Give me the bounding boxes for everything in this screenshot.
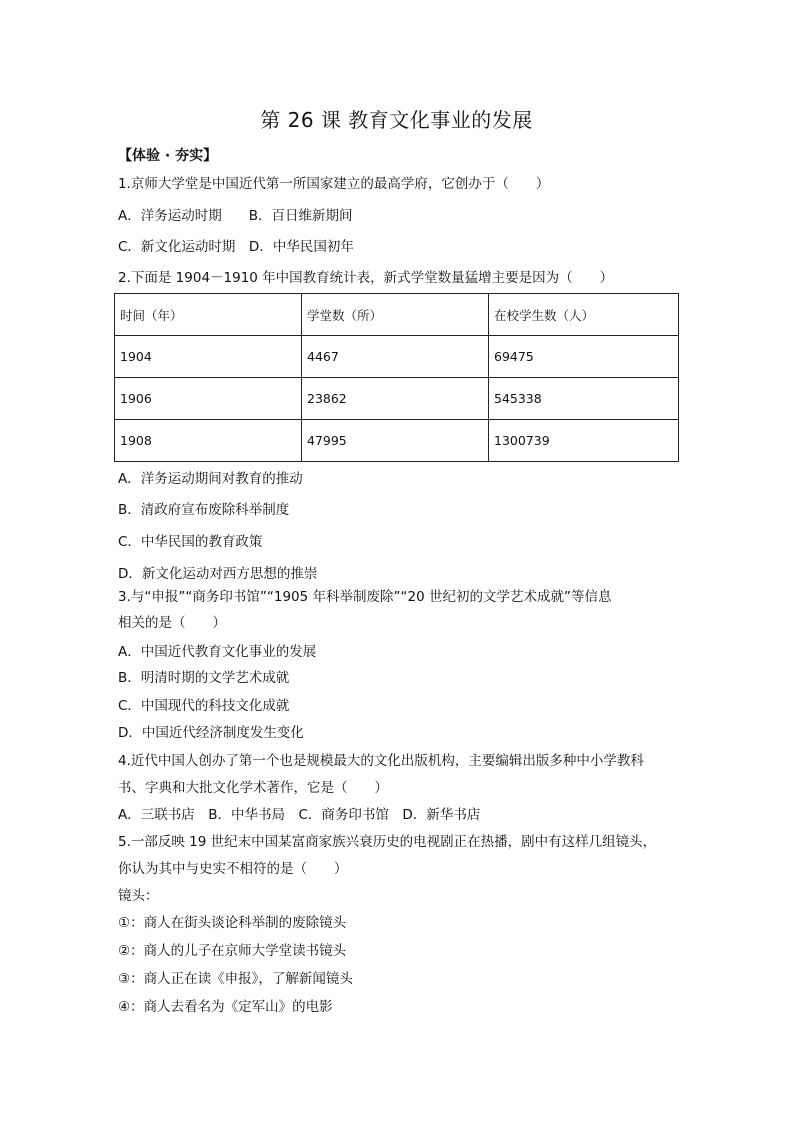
q5-shots-label: 镜头： bbox=[118, 888, 159, 904]
table-row bbox=[115, 336, 679, 378]
table-cell: 47995 bbox=[302, 420, 489, 462]
q2-option-d: D．新文化运动对西方思想的推崇 bbox=[118, 566, 318, 582]
table-header-row bbox=[115, 294, 679, 336]
table-cell: 69475 bbox=[489, 336, 679, 378]
q3-option-d: D．中国近代经济制度发生变化 bbox=[118, 725, 304, 741]
q3-stem-line2: 相关的是（ ） bbox=[118, 615, 226, 631]
q2-option-a: A．洋务运动期间对教育的推动 bbox=[118, 471, 303, 487]
q5-shot-2: ②：商人的儿子在京师大学堂读书镜头 bbox=[118, 943, 347, 959]
table-cell: 4467 bbox=[302, 336, 489, 378]
table-header-cell: 时间（年） bbox=[115, 294, 302, 336]
table-cell: 23862 bbox=[302, 378, 489, 420]
q2-option-c: C．中华民国的教育政策 bbox=[118, 534, 263, 550]
table-row bbox=[115, 420, 679, 462]
page-title: 第 26 课 教育文化事业的发展 bbox=[260, 108, 533, 132]
q5-shot-1: ①：商人在街头谈论科举制的废除镜头 bbox=[118, 915, 347, 931]
table-cell: 1908 bbox=[115, 420, 302, 462]
table-header-cell: 学堂数（所） bbox=[302, 294, 489, 336]
q4-stem-line1: 4.近代中国人创办了第一个也是规模最大的文化出版机构，主要编辑出版多种中小学教科 bbox=[118, 753, 644, 769]
q5-stem-line2: 你认为其中与史实不相符的是（ ） bbox=[118, 861, 348, 877]
q5-shot-3: ③：商人正在读《申报》，了解新闻镜头 bbox=[118, 971, 353, 987]
education-stats-table bbox=[114, 293, 679, 462]
q3-stem-line1: 3.与“申报”“商务印书馆”“1905 年科举制废除”“20 世纪初的文学艺术成就”等信息 bbox=[118, 589, 612, 605]
q4-stem-line2: 书、字典和大批文化学术著作，它是（ ） bbox=[118, 780, 388, 796]
q3-option-c: C．中国现代的科技文化成就 bbox=[118, 698, 290, 714]
q4-options: A．三联书店 B．中华书局 C．商务印书馆 D．新华书店 bbox=[118, 807, 481, 823]
q2-option-b: B．清政府宣布废除科举制度 bbox=[118, 502, 290, 518]
table-cell: 1906 bbox=[115, 378, 302, 420]
q3-option-a: A．中国近代教育文化事业的发展 bbox=[118, 644, 317, 660]
q5-shot-4: ④：商人去看名为《定军山》的电影 bbox=[118, 999, 333, 1015]
q5-stem-line1: 5.一部反映 19 世纪末中国某富商家族兴衰历史的电视剧正在热播，剧中有这样几组镜头， bbox=[118, 834, 657, 850]
section-heading: 【体验 · 夯实】 bbox=[118, 148, 218, 164]
q1-options-ab: A．洋务运动时期 B．百日维新期间 bbox=[118, 208, 353, 224]
table-cell: 1904 bbox=[115, 336, 302, 378]
table-header-cell: 在校学生数（人） bbox=[489, 294, 679, 336]
q2-stem: 2.下面是 1904－1910 年中国教育统计表，新式学堂数量猛增主要是因为（ ） bbox=[118, 270, 614, 286]
q1-options-cd: C．新文化运动时期 D．中华民国初年 bbox=[118, 239, 354, 255]
q3-option-b: B．明清时期的文学艺术成就 bbox=[118, 670, 290, 686]
q1-stem: 1.京师大学堂是中国近代第一所国家建立的最高学府，它创办于（ ） bbox=[118, 176, 550, 192]
table-cell: 1300739 bbox=[489, 420, 679, 462]
table-cell: 545338 bbox=[489, 378, 679, 420]
table-row bbox=[115, 378, 679, 420]
